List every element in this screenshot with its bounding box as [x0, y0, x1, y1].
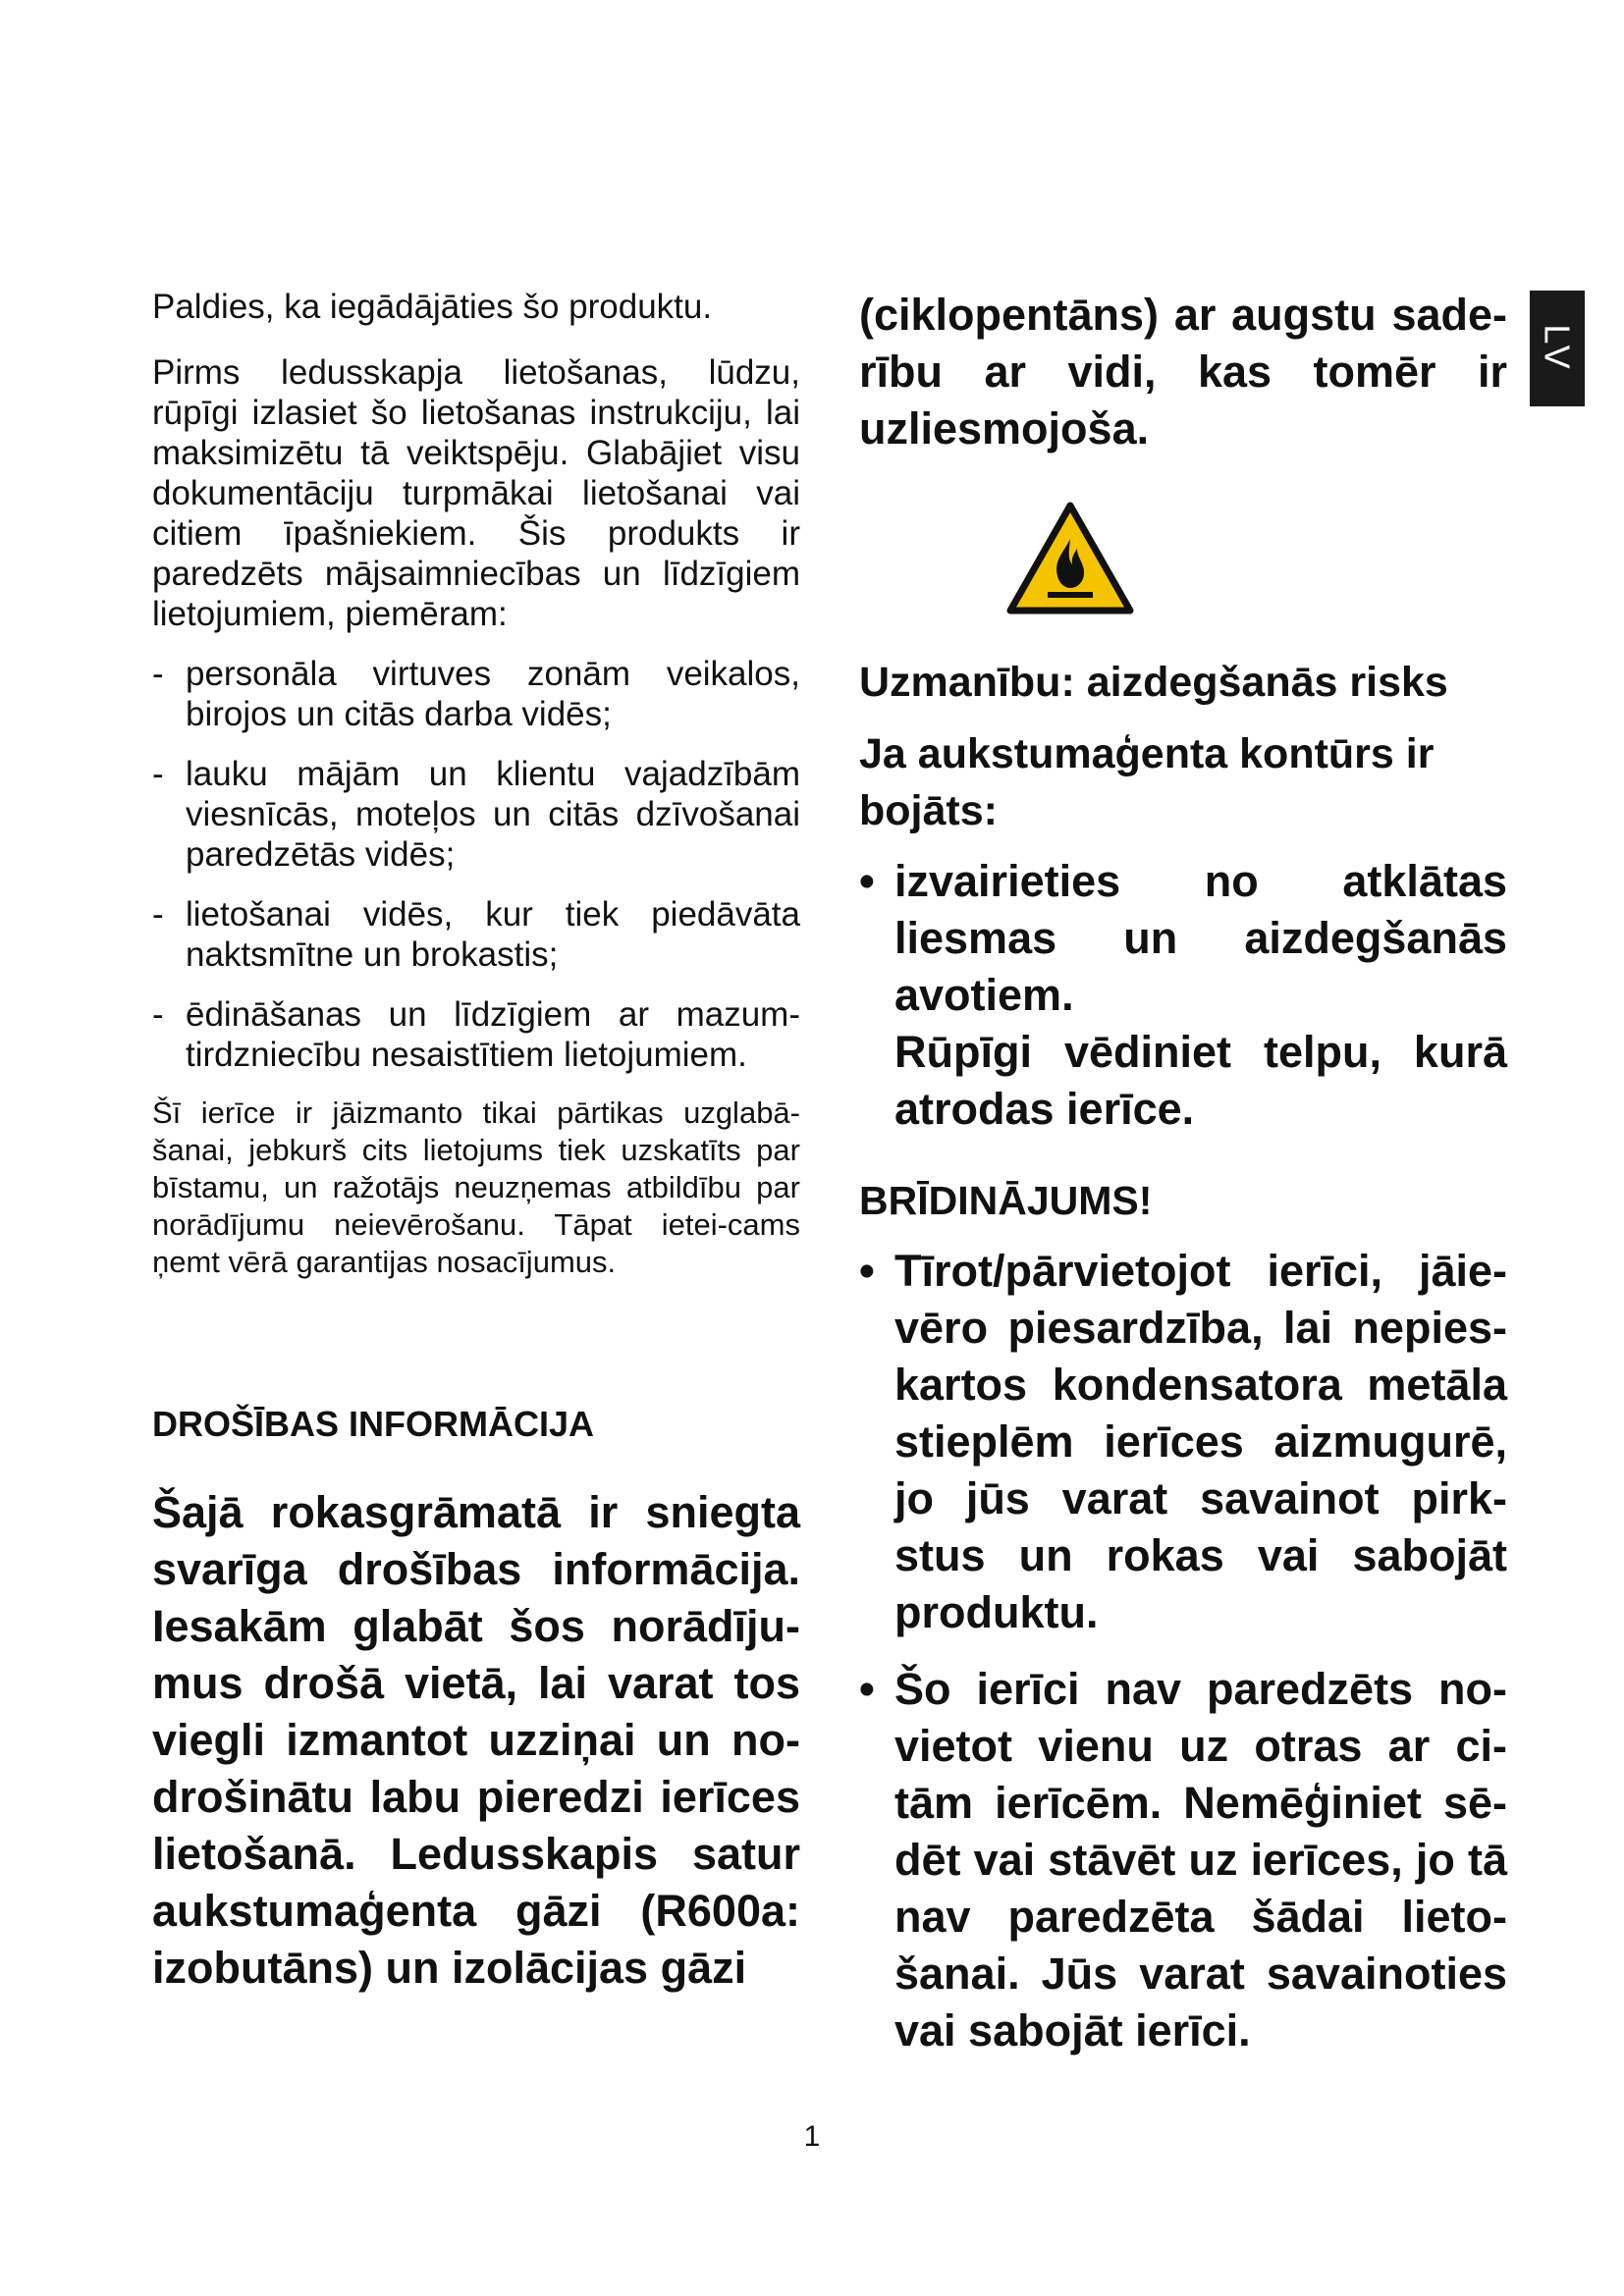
left-column: [152, 287, 800, 1997]
list-item: - personāla virtuves zonām veikalos, birojos un citās darba vidēs;: [152, 655, 800, 733]
usage-note: Šī ierīce ir jāizmanto tikai pārtikas uzglabā-šanai, jebkurš cits lietojums tiek uzskatīts par bīstamu, un ražotājs neuzņemas atbildību par norādījumu neievērošanu. Tāpat ietei-cams ņemt vērā garantijas nosacījumus.: [152, 1095, 800, 1279]
usage-list: [152, 654, 800, 1075]
warning-heading: BRĪDINĀJUMS!: [859, 1178, 1153, 1223]
list-item: - ēdināšanas un līdzīgiem ar mazum-tirdzniecību nesaistītiem lietojumiem.: [152, 995, 800, 1074]
caution-list: [859, 853, 1507, 1138]
language-tab: [1530, 291, 1585, 406]
continuation-text: (ciklopentāns) ar augstu sade-rību ar vidi, kas tomēr ir uzliesmojoša.: [859, 290, 1507, 454]
language-tab-label: LV: [1538, 324, 1578, 373]
list-item: • Tīrot/pārvietojot ierīci, jāie-vēro piesardzība, lai nepies-kartos kondensatora metāla stieplēm ierīces aizmugurē, jo jūs varat savainot pirk-stus un rokas vai sabojāt produktu.: [859, 1246, 1507, 1637]
right-column: [859, 287, 1507, 2079]
page-number: 1: [803, 2120, 821, 2153]
safety-text: Šajā rokasgrāmatā ir sniegta svarīga drošības informācija. Iesakām glabāt šos norādīju-mus drošā vietā, lai varat tos viegli izmantot uzziņai un no-drošinātu labu pieredzi ierīces lietošanā. Ledusskapis satur aukstumaģenta gāzi (R600a: izobutāns) un izolācijas gāzi: [152, 1487, 800, 1993]
list-item: - lauku mājām un klientu vajadzībām viesnīcās, moteļos un citās dzīvošanai paredzētās vidēs;: [152, 755, 800, 874]
list-item: • Šo ierīci nav paredzēts no-vietot vienu uz otras ar ci-tām ierīcēm. Nemēģiniet sē-dēt vai stāvēt uz ierīces, jo tā nav paredzēta šādai lieto-šanai. Jūs varat savainoties vai sabojāt ierīci.: [859, 1664, 1507, 2056]
list-item: • izvairieties no atklātas liesmas un aizdegšanās avotiem. Rūpīgi vēdiniet telpu, kurā atrodas ierīce.: [859, 856, 1507, 1134]
intro-text: Paldies, ka iegādājāties šo produktu.: [152, 288, 713, 326]
caution-heading: Uzmanību: aizdegšanās risks: [859, 659, 1448, 706]
section-heading: DROŠĪBAS INFORMĀCIJA: [152, 1404, 595, 1444]
list-item: - lietošanai vidēs, kur tiek piedāvāta naktsmītne un brokastis;: [152, 895, 800, 974]
intro-paragraph: Pirms ledusskapja lietošanas, lūdzu, rūpīgi izlasiet šo lietošanas instrukciju, lai maksimizētu tā veiktspēju. Glabājiet visu dokumentāciju turpmākai lietošanai vai citiem īpašniekiem. Šis produkts ir paredzēts mājsaimniecības un līdzīgiem lietojumiem, piemēram:: [152, 353, 800, 633]
warning-list: [859, 1243, 1507, 2059]
condition-text: Ja aukstumaģenta kontūrs ir bojāts:: [859, 730, 1435, 834]
flammable-warning-icon: [1006, 502, 1134, 614]
